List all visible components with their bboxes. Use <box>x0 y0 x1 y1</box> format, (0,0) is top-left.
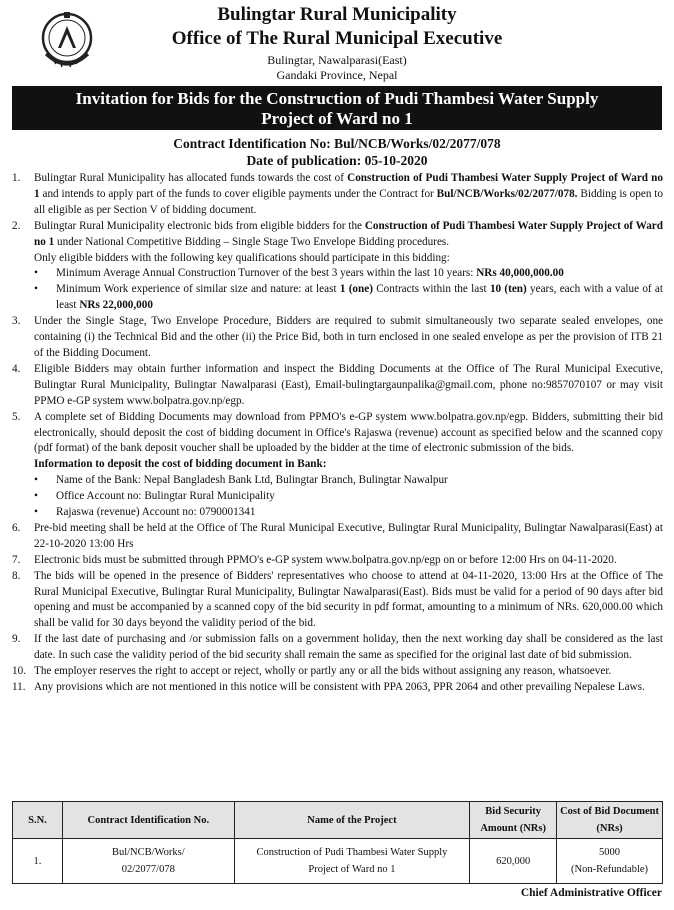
cell-line: Project of Ward no 1 <box>308 864 396 875</box>
notice-item-10 <box>12 664 663 680</box>
bullet-icon: • <box>34 506 38 519</box>
item-text: The bids will be opened in the presence of Bidders' representatives who choose to attend at 04-11-2020, 13:00 Hrs at the Office of The Rural Municipal Executive, Bulingtar Rural Municipality, Bulingtar Nawalparasi(East). Bids must be valid for a period of 90 days after bid opening and must be accompanied by a scanned copy of the bid security in pdf format, amounting to a minimum of NRs. 620,000.00 which shall be valid for 30 days beyond the validity period of the bid. <box>34 569 663 630</box>
bullet-icon: • <box>34 490 38 503</box>
item-text: Any provisions which are not mentioned in this notice will be consistent with PPA 2063, PPR 2064 and other prevailing Nepalese Laws. <box>34 681 645 693</box>
sn-cell: 1. <box>13 839 63 884</box>
item-text: A complete set of Bidding Documents may download from PPMO's e-GP system www.bolpatra.gov.np/egp. Bidders, submitting their bid electronically, should deposit the cost of bidding document in Office's Rajaswa (revenue) account as specified below and the scanned copy (pdf format) of the bank deposit voucher shall be uploaded by the bidder at the time of electronic submission of the bids. <box>34 410 663 455</box>
notice-item-1 <box>12 171 663 219</box>
item-text: Bidding is open to all eligible as per Section V of bidding document. <box>34 187 664 216</box>
bank-bullet <box>34 473 663 489</box>
cell-line: 02/2077/078 <box>121 864 175 875</box>
contract-id: Contract Identification No: Bul/NCB/Works/02/2077/078 <box>173 136 501 151</box>
item-number: 6. <box>12 521 21 534</box>
contract-value: NRs 22,000,000 <box>79 299 153 312</box>
notice-item-6 <box>12 521 663 553</box>
notice-item-9 <box>12 632 663 664</box>
turnover-amount: NRs 40,000,000.00 <box>476 267 564 280</box>
publication-date: Date of publication: 05-10-2020 <box>246 153 428 168</box>
address-line-2: Gandaki Province, Nepal <box>276 68 398 82</box>
column-header: Cost of Bid Document (NRs) <box>557 802 663 839</box>
item-number: 9. <box>12 633 21 646</box>
title-line-1: Invitation for Bids for the Construction of Pudi Thambesi Water Supply <box>75 89 599 108</box>
column-header: Bid Security Amount (NRs) <box>470 802 557 839</box>
notice-item-4 <box>12 362 663 410</box>
table-row <box>13 839 663 884</box>
notice-item-2 <box>12 219 663 314</box>
column-header: S.N. <box>13 802 63 839</box>
bullet-text: Minimum Average Annual Construction Turnover of the best 3 years within the last 10 years: <box>56 267 477 280</box>
office-name: Office of The Rural Municipal Executive <box>171 28 503 49</box>
contract-id-cell <box>62 839 234 884</box>
qualification-bullet <box>34 282 663 314</box>
bid-cost-cell <box>557 839 663 884</box>
title-banner <box>12 86 662 130</box>
revenue-account: Rajaswa (revenue) Account no: 0790001341 <box>56 506 256 519</box>
bank-bullet <box>34 505 663 521</box>
item-number: 11. <box>12 681 26 693</box>
item-text: Bulingtar Rural Municipality has allocated funds towards the cost of <box>34 172 348 184</box>
item-number: 7. <box>12 553 21 566</box>
office-account: Office Account no: Bulingtar Rural Municipality <box>56 490 275 503</box>
table-header-row <box>13 802 663 839</box>
item-text: The employer reserves the right to accept or reject, wholly or partly any or all the bids without assigning any reason, whatsoever. <box>34 665 612 678</box>
column-header: Name of the Project <box>234 802 470 839</box>
item-text: If the last date of purchasing and /or submission falls on a government holiday, then the next working day shall be considered as the last date. In such case the validity period of the bid security shall remain the same as specified for the original last date of bid submission. <box>34 633 663 662</box>
contract-id-ref: Bul/NCB/Works/02/2077/078. <box>436 187 578 200</box>
title-line-2: Project of Ward no 1 <box>261 109 413 128</box>
qualification-intro: Only eligible bidders with the following key qualifications should participate in this bidding: <box>34 251 450 264</box>
bullet-text: years, each with a value of at least <box>56 283 664 312</box>
item-number: 8. <box>12 569 21 582</box>
bank-bullet <box>34 489 663 505</box>
item-number: 2. <box>12 219 21 232</box>
bullet-text: Contracts within the last <box>372 283 490 296</box>
bullet-text: Minimum Work experience of similar size and nature: at least <box>56 283 340 296</box>
contract-table <box>12 801 663 884</box>
bullet-icon: • <box>34 267 38 280</box>
notice-item-5 <box>12 410 663 521</box>
org-name: Bulingtar Rural Municipality <box>217 4 457 25</box>
item-number: 4. <box>12 362 21 375</box>
item-text: Electronic bids must be submitted through PPMO's e-GP system www.bolpatra.gov.np/egp on or before 12:00 Hrs on 04-11-2020. <box>34 553 617 566</box>
item-number: 3. <box>12 315 21 328</box>
item-number: 10. <box>12 665 26 678</box>
column-header: Contract Identification No. <box>62 802 234 839</box>
notice-item-8 <box>12 569 663 633</box>
cell-line: Bul/NCB/Works/ <box>111 847 185 858</box>
notice-item-7 <box>12 553 663 569</box>
cell-line: 5000 <box>599 847 621 858</box>
item-text: Pre-bid meeting shall be held at the Office of The Rural Municipal Executive, Bulingtar Rural Municipality, Bulingtar Nawalparasi(East) at 22-10-2020 13:00 Hrs <box>34 521 663 550</box>
item-text: under National Competitive Bidding – Single Stage Two Envelope Bidding procedures. <box>54 235 450 248</box>
notice-item-11 <box>12 680 663 696</box>
bullet-icon: • <box>34 283 38 296</box>
project-name: Construction of Pudi Thambesi Water Supply Project of Ward no 1 <box>34 219 663 248</box>
qualification-bullet <box>34 266 663 282</box>
years-count: 10 (ten) <box>489 283 527 296</box>
signatory-title: Chief Administrative Officer <box>520 887 662 899</box>
item-number: 5. <box>12 410 21 423</box>
bank-name: Name of the Bank: Nepal Bangladesh Bank Ltd, Bulingtar Branch, Bulingtar Nawalpur <box>56 474 448 487</box>
item-text: Bulingtar Rural Municipality electronic bids from eligible bidders for the <box>34 219 365 232</box>
cell-line: (Non-Refundable) <box>571 864 649 875</box>
project-name: Construction of Pudi Thambesi Water Supply Project of Ward no 1 <box>34 172 663 200</box>
notice-item-3 <box>12 314 663 362</box>
bid-security-cell: 620,000 <box>470 839 557 884</box>
bullet-icon: • <box>34 474 38 487</box>
bank-heading-text: Information to deposit the cost of bidding document in Bank: <box>34 458 327 471</box>
item-number: 1. <box>12 172 21 184</box>
notice-body <box>12 171 663 696</box>
address-line-1: Bulingtar, Nawalparasi(East) <box>267 53 407 67</box>
item-text: Under the Single Stage, Two Envelope Procedure, Bidders are required to submit simultaneously two separate sealed envelopes, one containing (i) the Technical Bid and the other (ii) the Price Bid, both in turn enclosed in one sealed envelope as per the provision of ITB 21 of the Bidding Document. <box>34 315 663 359</box>
cell-line: Construction of Pudi Thambesi Water Supply <box>256 847 448 858</box>
item-text: and intends to apply part of the funds to cover eligible payments under the Contract for <box>39 187 437 200</box>
bank-info-heading <box>34 457 663 473</box>
project-name-cell <box>234 839 470 884</box>
contract-count: 1 (one) <box>339 283 373 296</box>
item-text: Eligible Bidders may obtain further information and inspect the Bidding Documents at the Office of The Rural Municipal Executive, Bulingtar Rural Municipality, Bulingtar Nawalparasi (East), Email-bulingtargaunpalika@gmail.com, phone no:9857070107 or may visit PPMO e-GP system www.bolpatra.gov.np/egp. <box>34 362 663 407</box>
